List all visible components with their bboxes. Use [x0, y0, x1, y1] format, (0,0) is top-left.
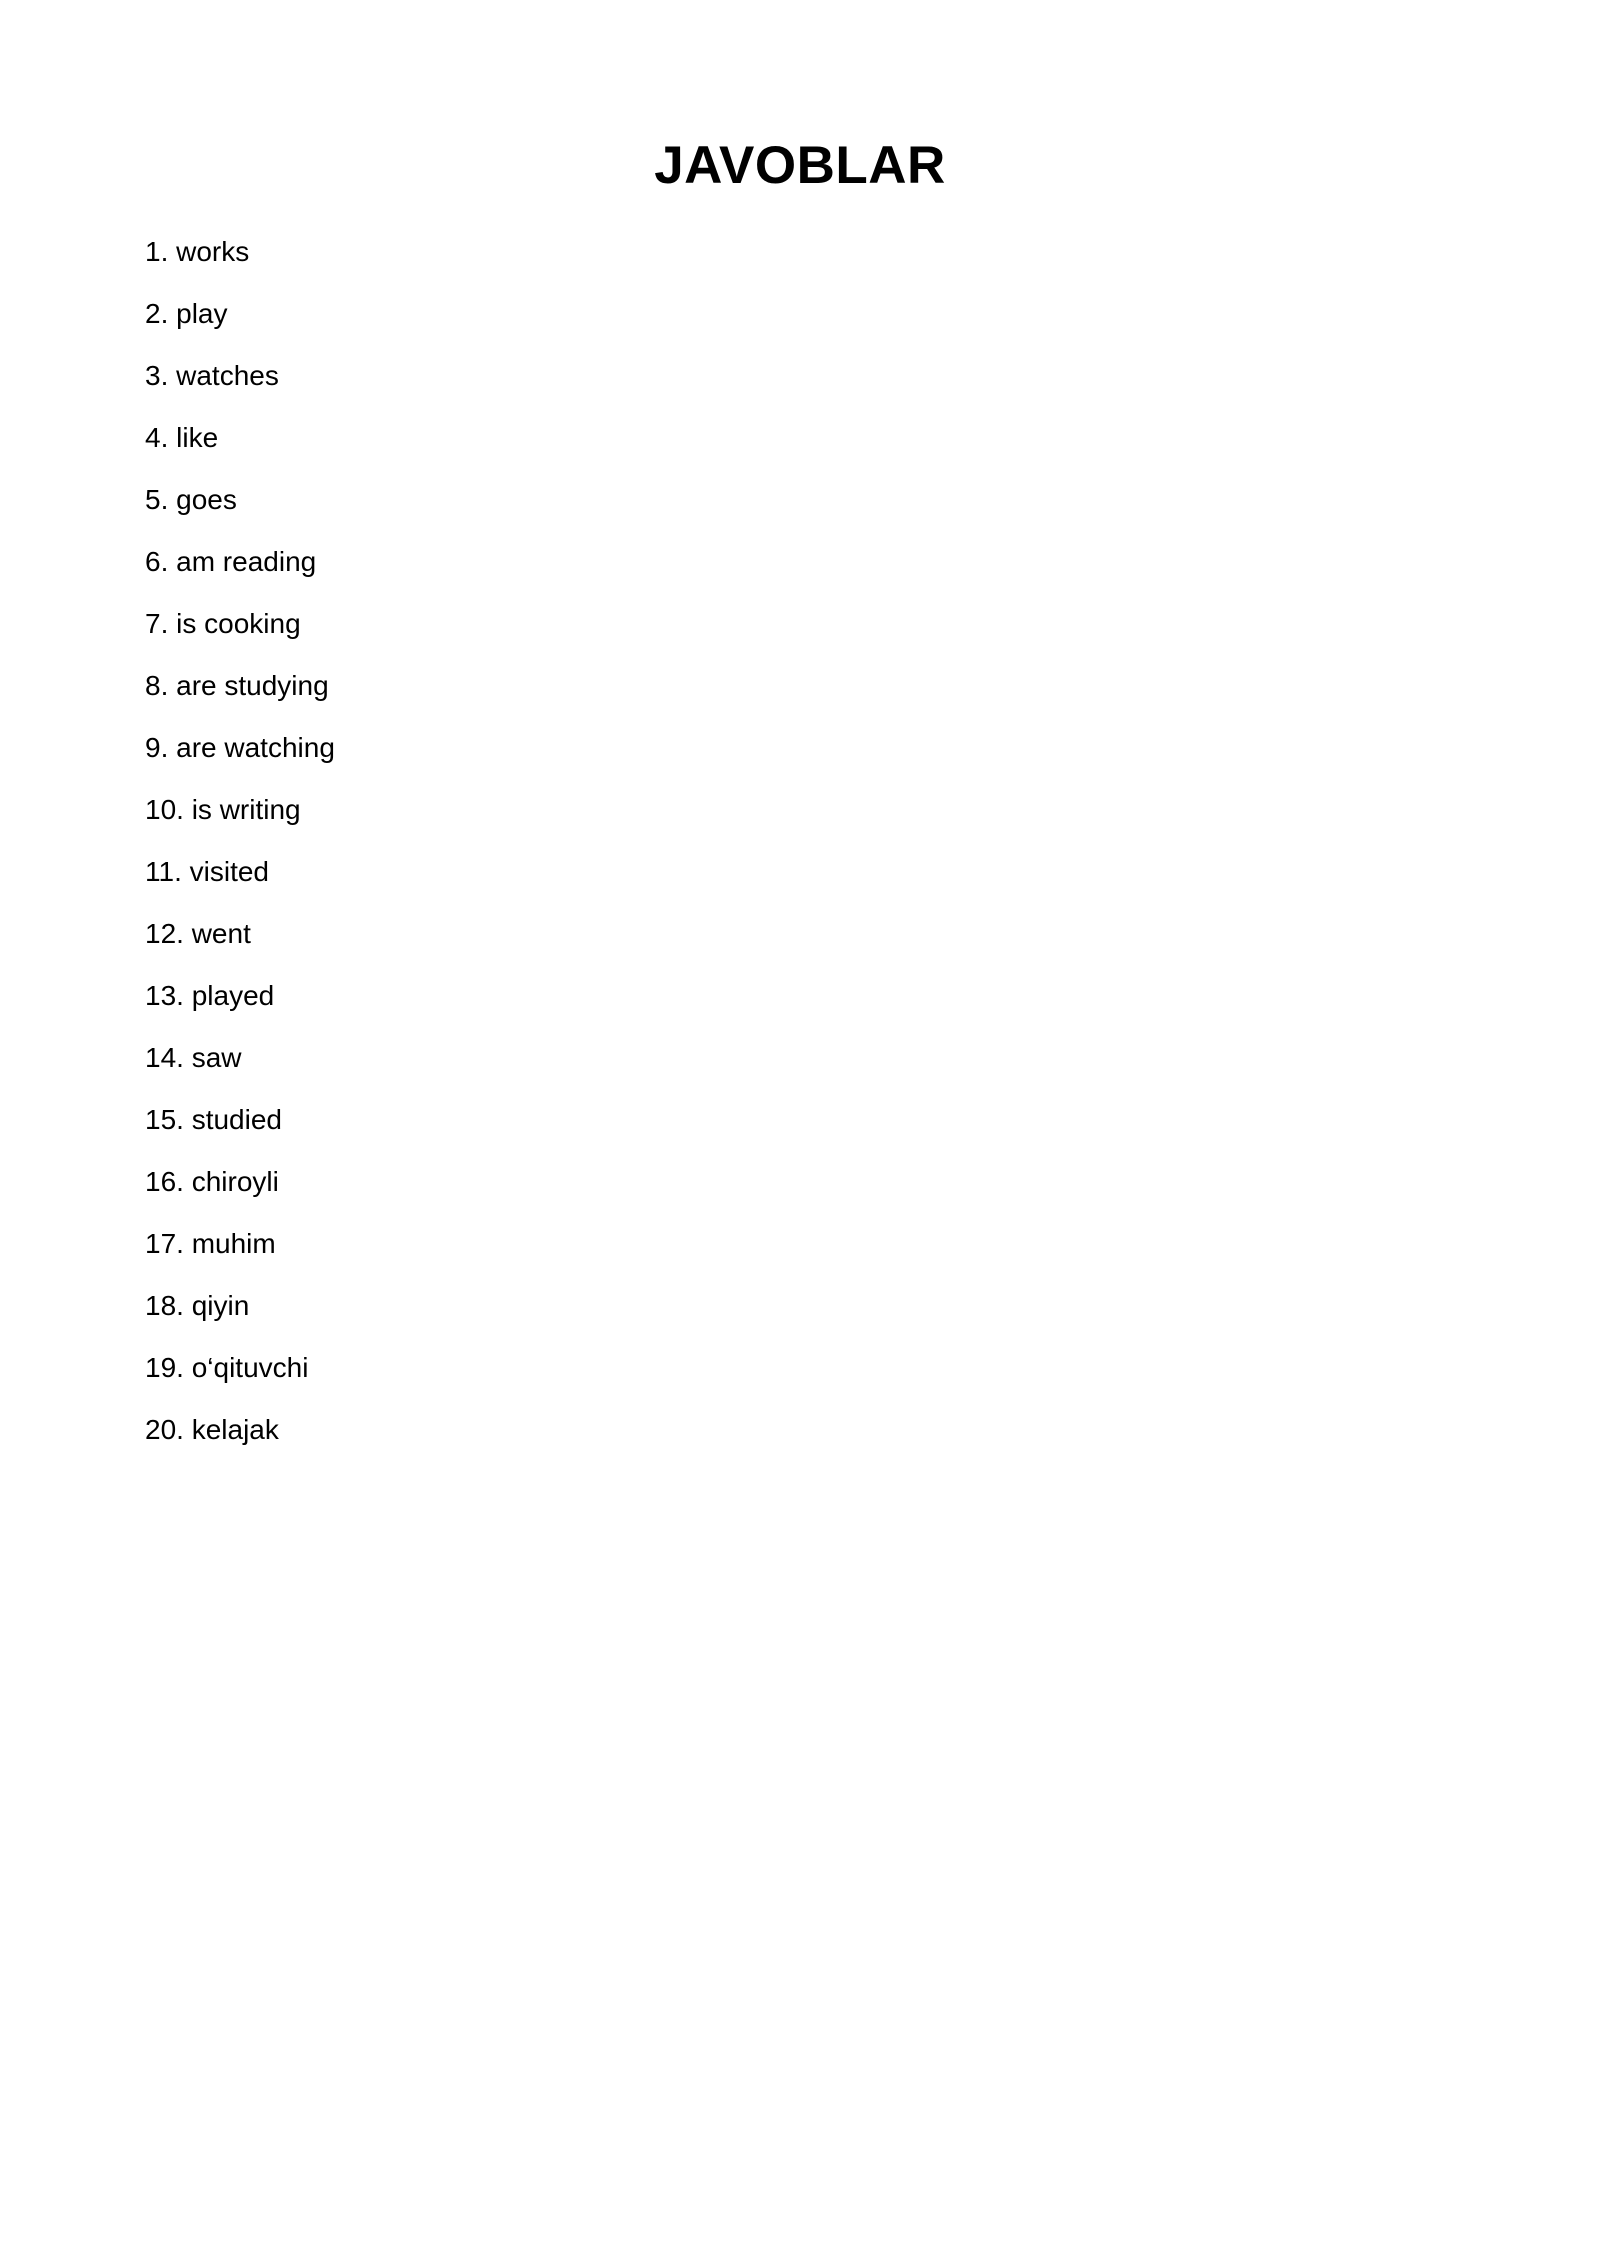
- list-item: 8. are studying: [145, 670, 329, 701]
- list-item: 19. o‘qituvchi: [145, 1352, 309, 1383]
- page-title: JAVOBLAR: [654, 136, 946, 195]
- list-item: 5. goes: [145, 484, 237, 515]
- list-item: 10. is writing: [145, 794, 301, 825]
- list-item: 13. played: [145, 980, 275, 1011]
- list-item: 15. studied: [145, 1104, 282, 1135]
- list-item: 9. are watching: [145, 732, 335, 763]
- answer-list: [145, 228, 335, 1468]
- list-item: 1. works: [145, 236, 250, 267]
- list-item: 20. kelajak: [145, 1414, 279, 1445]
- list-item: 2. play: [145, 298, 228, 329]
- list-item: 11. visited: [145, 856, 269, 887]
- list-item: 12. went: [145, 918, 251, 949]
- list-item: 4. like: [145, 422, 219, 453]
- list-item: 17. muhim: [145, 1228, 276, 1259]
- list-item: 6. am reading: [145, 546, 317, 577]
- list-item: 7. is cooking: [145, 608, 301, 639]
- list-item: 14. saw: [145, 1042, 242, 1073]
- list-item: 16. chiroyli: [145, 1166, 279, 1197]
- list-item: 18. qiyin: [145, 1290, 250, 1321]
- list-item: 3. watches: [145, 360, 279, 391]
